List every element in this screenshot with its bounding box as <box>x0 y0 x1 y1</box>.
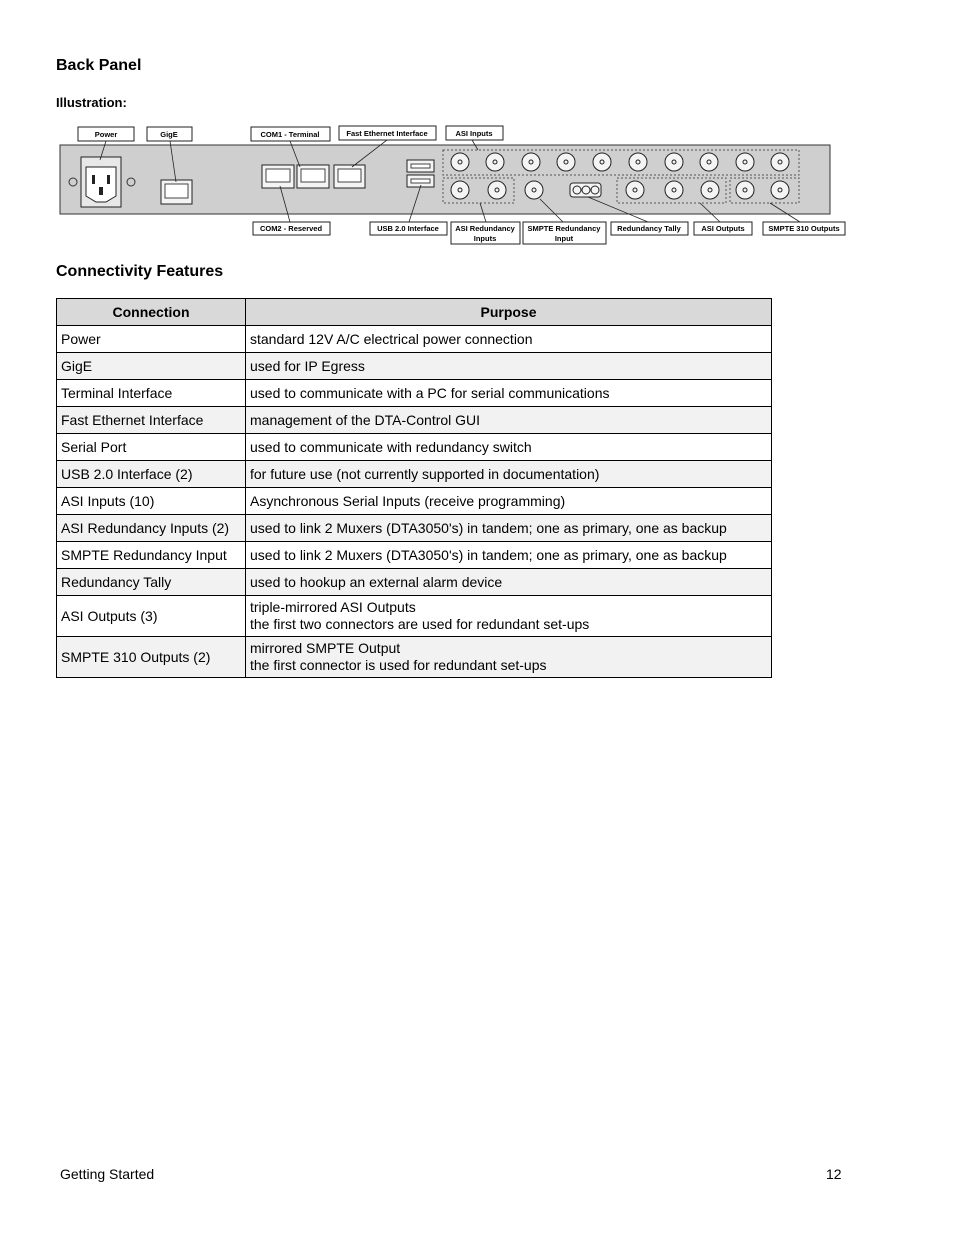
purpose-line: used to communicate with redundancy switch <box>250 438 532 455</box>
table-header-row <box>57 299 772 326</box>
table-row <box>57 380 772 407</box>
cell-purpose <box>246 542 772 569</box>
cell-connection: USB 2.0 Interface (2) <box>57 461 246 488</box>
label-power <box>78 127 134 141</box>
cell-connection: ASI Inputs (10) <box>57 488 246 515</box>
label-usb <box>370 222 447 235</box>
cell-connection: Redundancy Tally <box>57 569 246 596</box>
cell-connection: SMPTE 310 Outputs (2) <box>57 637 246 678</box>
cell-purpose <box>246 569 772 596</box>
purpose-line: used for IP Egress <box>250 357 365 374</box>
header-connection: Connection <box>57 299 246 326</box>
table-row <box>57 515 772 542</box>
label-com2 <box>253 222 330 235</box>
label-asi-inputs <box>446 126 503 140</box>
label-smpte-redundancy-input <box>523 222 606 244</box>
connectivity-table <box>56 298 772 678</box>
purpose-line: the first connector is used for redundant set-ups <box>250 657 547 673</box>
connectivity-features-heading: Connectivity Features <box>56 263 224 280</box>
cell-purpose <box>246 434 772 461</box>
purpose-line: used to hookup an external alarm device <box>250 573 503 590</box>
label-smpte-310-outputs <box>763 222 845 235</box>
svg-text:COM1 - Terminal: COM1 - Terminal <box>260 130 320 139</box>
purpose-line: mirrored SMPTE Output <box>250 640 401 656</box>
cell-purpose <box>246 637 772 678</box>
cell-purpose <box>246 461 772 488</box>
header-purpose: Purpose <box>246 299 772 326</box>
cell-purpose <box>246 326 772 353</box>
purpose-line: triple-mirrored ASI Outputs <box>250 599 416 615</box>
label-asi-redundancy-inputs <box>451 222 520 244</box>
svg-text:ASI Outputs: ASI Outputs <box>701 224 745 233</box>
label-fast-ethernet <box>339 126 436 140</box>
footer-section-title: Getting Started <box>60 1166 155 1182</box>
cell-connection: SMPTE Redundancy Input <box>57 542 246 569</box>
table-row <box>57 542 772 569</box>
table-body <box>57 326 772 678</box>
label-asi-outputs <box>694 222 752 235</box>
cell-purpose <box>246 596 772 637</box>
back-panel-diagram <box>0 120 954 250</box>
fast-ethernet-port-icon <box>334 165 365 188</box>
table-row <box>57 353 772 380</box>
table-row <box>57 596 772 637</box>
svg-text:SMPTE Redundancy: SMPTE Redundancy <box>527 224 601 233</box>
purpose-line: standard 12V A/C electrical power connection <box>250 330 533 347</box>
cell-connection: Serial Port <box>57 434 246 461</box>
table-row <box>57 569 772 596</box>
svg-text:USB 2.0 Interface: USB 2.0 Interface <box>377 224 439 233</box>
illustration-label: Illustration: <box>56 95 127 110</box>
table-row <box>57 434 772 461</box>
label-gige <box>147 127 192 141</box>
purpose-line: for future use (not currently supported in documentation) <box>250 465 600 482</box>
purpose-line: the first two connectors are used for redundant set-ups <box>250 616 590 632</box>
redundancy-tally-icon <box>570 183 601 197</box>
svg-text:Redundancy Tally: Redundancy Tally <box>617 224 681 233</box>
table-row <box>57 488 772 515</box>
svg-text:ASI Inputs: ASI Inputs <box>455 129 493 138</box>
cell-connection: Fast Ethernet Interface <box>57 407 246 434</box>
svg-text:SMPTE 310 Outputs: SMPTE 310 Outputs <box>768 224 840 233</box>
cell-purpose <box>246 515 772 542</box>
svg-text:COM2 - Reserved: COM2 - Reserved <box>259 224 323 233</box>
cell-connection: ASI Outputs (3) <box>57 596 246 637</box>
svg-text:Input: Input <box>554 234 574 243</box>
table-row <box>57 637 772 678</box>
cell-connection: ASI Redundancy Inputs (2) <box>57 515 246 542</box>
cell-purpose <box>246 488 772 515</box>
gige-port-icon <box>161 180 192 204</box>
purpose-line: Asynchronous Serial Inputs (receive programming) <box>250 492 566 509</box>
back-panel-heading: Back Panel <box>56 57 142 74</box>
page-number: 12 <box>826 1166 842 1182</box>
cell-connection: GigE <box>57 353 246 380</box>
cell-purpose <box>246 407 772 434</box>
purpose-line: used to link 2 Muxers (DTA3050's) in tandem; one as primary, one as backup <box>250 546 727 563</box>
cell-connection: Terminal Interface <box>57 380 246 407</box>
svg-text:Power: Power <box>94 130 118 139</box>
cell-purpose <box>246 380 772 407</box>
smpte-redundancy-input-icon <box>525 181 543 199</box>
svg-text:ASI Redundancy: ASI Redundancy <box>455 224 515 233</box>
asi-outputs-icon <box>626 181 719 199</box>
cell-purpose <box>246 353 772 380</box>
svg-text:Inputs: Inputs <box>473 234 497 243</box>
svg-text:GigE: GigE <box>160 130 178 139</box>
cell-connection: Power <box>57 326 246 353</box>
purpose-line: used to link 2 Muxers (DTA3050's) in tandem; one as primary, one as backup <box>250 519 727 536</box>
table-row <box>57 326 772 353</box>
purpose-line: management of the DTA-Control GUI <box>250 411 481 428</box>
label-com1 <box>251 127 330 141</box>
table-row <box>57 407 772 434</box>
table-row <box>57 461 772 488</box>
purpose-line: used to communicate with a PC for serial communications <box>250 384 610 401</box>
svg-text:Fast Ethernet Interface: Fast Ethernet Interface <box>346 129 428 138</box>
label-redundancy-tally <box>611 222 688 235</box>
